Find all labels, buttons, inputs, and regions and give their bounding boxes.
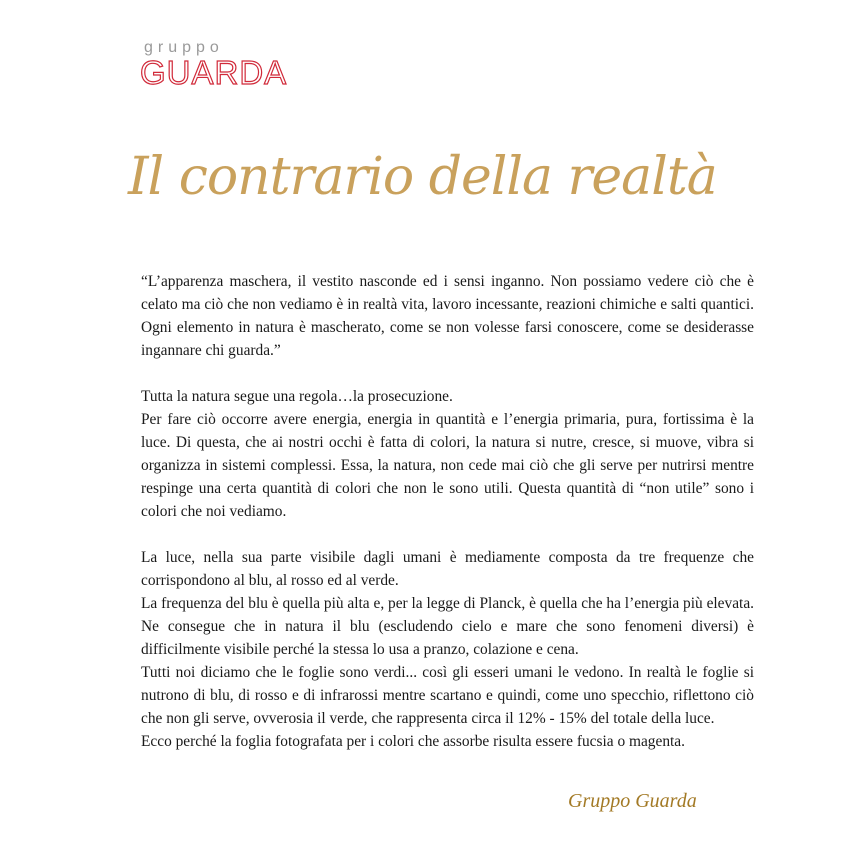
paragraph: Tutti noi diciamo che le foglie sono verdi... così gli esseri umani le vedono. In realtà le foglie si nutrono di blu, di rosso e di infrarossi mentre scartano e quindi, come uno specchio, riflettono ciò che non gli serve, ovverosia il verde, che rappresenta circa il 12% - 15% del totale della luce. bbox=[141, 664, 754, 727]
gruppo-guarda-logo bbox=[140, 40, 360, 90]
body-text bbox=[141, 270, 754, 753]
paragraph: Tutta la natura segue una regola…la prosecuzione. bbox=[141, 388, 453, 405]
paragraph: Per fare ciò occorre avere energia, energia in quantità e l’energia primaria, pura, fortissima è la luce. Di questa, che ai nostri occhi è fatta di colori, la natura si nutre, cresce, si muove, vibra si organizza in sistemi complessi. Essa, la natura, non cede mai ciò che gli serve per nutrirsi mentre respinge una certa quantità di colori che non le sono utili. Questa quantità di “non utile” sono i colori che noi vediamo. bbox=[141, 411, 754, 520]
paragraph-gap bbox=[141, 362, 754, 385]
page-title: Il contrario della realtà bbox=[128, 147, 717, 207]
logo-small-text: gruppo bbox=[144, 39, 224, 56]
paragraph: La luce, nella sua parte visibile dagli umani è mediamente composta da tre frequenze che corrispondono al blu, al rosso ed al verde. bbox=[141, 549, 754, 589]
paragraph-gap bbox=[141, 523, 754, 546]
paragraph: La frequenza del blu è quella più alta e, per la legge di Planck, è quella che ha l’energia più elevata. Ne consegue che in natura il blu (escludendo cielo e mare che sono fenomeni diversi) è difficilmente visibile perché la stessa lo usa a pranzo, colazione e cena. bbox=[141, 595, 754, 658]
logo-big-text: GUARDA bbox=[140, 54, 288, 91]
paragraph: Ecco perché la foglia fotografata per i colori che assorbe risulta essere fucsia o magenta. bbox=[141, 733, 685, 750]
signature: Gruppo Guarda bbox=[568, 790, 697, 812]
quote-paragraph: “L’apparenza maschera, il vestito nasconde ed i sensi inganno. Non possiamo vedere ciò che è celato ma ciò che non vediamo è in realtà vita, lavoro incessante, reazioni chimiche e salti quantici. Ogni elemento in natura è mascherato, come se non volesse farsi conoscere, come se desiderasse ingannare chi guarda.” bbox=[141, 273, 754, 359]
